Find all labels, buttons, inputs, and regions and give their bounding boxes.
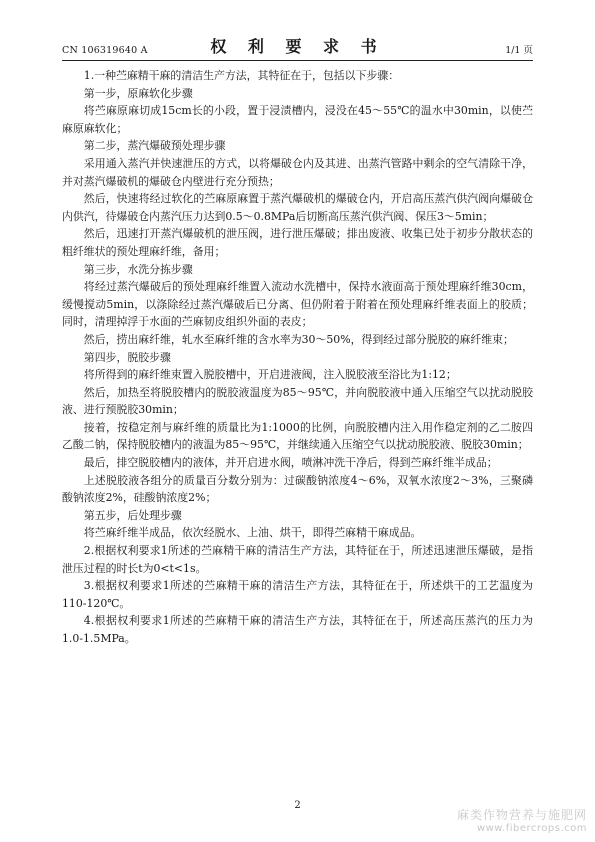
site-watermark: [457, 806, 587, 834]
claim-paragraph: 1.一种苎麻精干麻的清洁生产方法，其特征在于，包括以下步骤：: [83, 69, 400, 82]
page-header: [62, 34, 533, 61]
claim-paragraph: 第二步，蒸汽爆破预处理步骤: [83, 139, 226, 153]
claim-paragraph: 然后，快速将经过软化的苎麻原麻置于蒸汽爆破机的爆破仓内，开启高压蒸汽供汽阀向爆破仓内供汽，待爆破仓内蒸汽压力达到0.5～0.8MPa后切断高压蒸汽供汽阀、保压3～5min；: [62, 192, 533, 223]
claim-paragraph: 然后，加热至将脱胶槽内的脱胶液温度为85～95℃，并向脱胶液中通入压缩空气以扰动脱胶液、进行预脱胶30min；: [62, 385, 533, 417]
claim-paragraph: 4.根据权利要求1所述的苎麻精干麻的清洁生产方法，其特征在于，所述高压蒸汽的压力为1.0-1.5MPa。: [62, 614, 533, 645]
claims-body: [62, 67, 533, 648]
watermark-url: www.fibercrops.com: [476, 823, 587, 834]
claim-paragraph: 将苎麻纤维半成品，依次经脱水、上油、烘干，即得苎麻精干麻成品。: [83, 526, 422, 540]
watermark-site-name: 麻类作物营养与施肥网: [456, 808, 587, 822]
claim-paragraph: 采用通入蒸汽并快速泄压的方式，以将爆破仓内及其进、出蒸汽管路中剩余的空气清除干净，并对蒸汽爆破机的爆破仓内壁进行充分预热；: [62, 156, 533, 188]
claim-paragraph: 将经过蒸汽爆破后的预处理麻纤维置入流动水洗槽中，保持水液面高于预处理麻纤维30cm，缓慢搅动5min，以涤除经过蒸汽爆破后已分离、但仍附着于附着在预处理麻纤维表面上的胶质；同时，清理掉浮于水面的苎麻韧皮组织外面的表皮；: [62, 280, 533, 329]
page-indicator: 1/1 页: [505, 45, 533, 56]
claim-paragraph: 第一步，原麻软化步骤: [83, 86, 193, 100]
claim-paragraph: 然后，迅速打开蒸汽爆破机的泄压阀，进行泄压爆破；排出废液、收集已处于初步分散状态的粗纤维状的预处理麻纤维，备用；: [62, 227, 533, 258]
claim-paragraph: 然后，捞出麻纤维，轧水至麻纤维的含水率为30～50%，得到经过部分脱胶的麻纤维束；: [83, 332, 514, 346]
publication-number: CN 106319640 A: [62, 45, 148, 56]
claim-paragraph: 最后，排空脱胶槽内的液体，并开启进水阀，喷淋冲洗干净后，得到苎麻纤维半成品；: [83, 456, 498, 470]
claim-paragraph: 第四步，脱胶步骤: [83, 350, 171, 364]
claim-paragraph: 接着，按稳定剂与麻纤维的质量比为1:1000的比例，向脱胶槽内注入用作稳定剂的乙二胺四乙酸二钠，保持脱胶槽内的液温为85～95℃，并继续通入压缩空气以扰动脱胶液、脱胶30min；: [62, 420, 533, 452]
document-title: 权 利 要 求 书: [210, 37, 385, 56]
claim-paragraph: 2.根据权利要求1所述的苎麻精干麻的清洁生产方法，其特征在于，所述迅速泄压爆破，是指泄压过程的时长t为0<t<1s。: [62, 544, 533, 575]
claim-paragraph: 将所得到的麻纤维束置入脱胶槽中，开启进液阀，注入脱胶液至浴比为1:12；: [83, 368, 457, 382]
page-number: 2: [294, 800, 301, 811]
claim-paragraph: 第五步，后处理步骤: [83, 508, 182, 522]
claim-paragraph: 第三步，水洗分拣步骤: [83, 262, 193, 276]
claim-paragraph: 上述脱胶液各组分的质量百分数分别为：过碳酸钠浓度4～6%，双氧水浓度2～3%，三聚磷酸钠浓度2%，硅酸钠浓度2%；: [62, 473, 533, 505]
claim-paragraph: 将苎麻原麻切成15cm长的小段，置于浸渍槽内，浸没在45～55℃的温水中30min，以使苎麻原麻软化；: [62, 104, 533, 135]
claim-paragraph: 3.根据权利要求1所述的苎麻精干麻的清洁生产方法，其特征在于，所述烘干的工艺温度为110-120℃。: [62, 579, 533, 610]
